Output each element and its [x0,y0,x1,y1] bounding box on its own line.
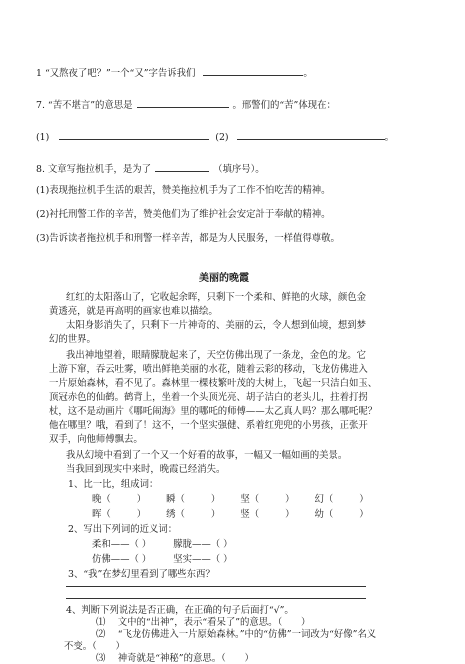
article-p3-l1: 我出神地望着，眼睛朦胧起来了，天空仿佛出现了一条龙，金色的龙。它 [66,350,367,361]
article-p1-l1: 红红的太阳落山了，它收起余晖，只剩下一个柔和、鲜艳的火球，颜色金 [66,292,367,303]
exercise-1-title: 1、比一比，组成词： [68,479,159,490]
article-p1-l2: 黄透亮，就是再高明的画家也难以描绘。 [49,306,218,317]
question-8-option-2: (2)衬托刑警工作的辛苦，赞美他们为了维护社会安定計于奉献的精神。 [36,209,331,220]
article-p3-l4: 顶冠赤色的仙鹤。鹤背上，坐着一个头顶光亮、胡子洁白的老头儿，拄着打拐 [49,392,368,403]
article-p3-l5: 杖，这不是动画片《哪吒闹海》里的哪吒的师傅——太乙真人吗？那么哪吒呢？ [49,406,378,417]
article-p4-l2: 当我回到现实中来时，晚霞已经消失。 [66,464,226,475]
synonym-rouhe[interactable]: 柔和——（ ） [92,539,152,550]
synonym-jianshi[interactable]: 坚实——（ ） [173,554,233,565]
question-7-answers: (1) (2) 。 [36,132,394,143]
question-6-text: “又熬夜了吧？”一个“又”字告诉我们 [44,68,196,79]
question-7-blank-1[interactable] [59,130,209,140]
article-p2-l1: 太阳身影消失了，只剩下一片神奇的、美丽的云，令人想到仙境，想到梦 [66,320,367,331]
synonym-menglong[interactable]: 朦胧——（ ） [173,539,233,550]
exercise-4-title: 4、判断下列说法是否正确，在正确的句子后面打“√”。 [66,605,294,616]
article-p3-l3: 一片原始森林，看不见了。森林里一棵枝繁叶茂的大树上，飞起一只洁白如玉、 [49,378,378,389]
question-8-option-1: (1)表现拖拉机手生活的艰苦，赞美拖拉机手为了工作不怕吃苦的精神。 [36,185,331,196]
exercise-1-row-1: 晚（ ） 瞬（ ） 坚（ ） 幻（ ） [92,494,369,505]
exercise-3-answer-line-1[interactable] [66,586,366,587]
exercise-4-item-3: ⑶ 神奇就是“神秘”的意思。（ ） [96,653,254,664]
question-7-line: 7. “苦不堪言”的意思是 。邢警们的“苦”体现在： [36,100,336,111]
exercise-2-row-2 [92,555,232,564]
exercise-1-row-2: 晖（ ） 绣（ ） 竖（ ） 幼（ ） [92,509,369,520]
question-6-number: 1 [36,68,42,79]
article-p3-l7: 双手，向他师傅飘去。 [49,434,143,445]
article-p2-l2: 幻的世界。 [49,334,96,345]
question-8-answer-blank[interactable] [155,162,209,172]
exercise-4-item-2b: 不变。（ ） [64,641,125,652]
exercise-3-title: 3、“我”在梦幻里看到了哪些东西？ [68,569,215,580]
synonym-fangfu[interactable]: 仿佛——（ ） [92,554,152,565]
question-6-line: 1 “又熬夜了吧？”一个“又”字告诉我们 。 [36,68,313,79]
article-p3-l2: 上游下窜，吞云吐雾，喷出鲜艳美丽的水花，随着云彩的移动，飞龙仿佛进入 [49,364,368,375]
question-7-blank-2[interactable] [237,130,385,140]
article-p4-l1: 我从幻境中看到了一个又一个好看的故事，一幅又一幅如画的美景。 [66,450,348,461]
article-title: 美丽的晚霞 [199,273,249,284]
exercise-2-row-1 [92,540,232,549]
question-8-stem: 8. 文章写拖拉机手，是为了 （填序号）。 [36,164,265,175]
exercise-4-item-1: ⑴ 文中的“出神”，表示“看呆了”的意思。（ ） [96,617,311,628]
exercise-4-item-2a: ⑵ “飞龙仿佛进入一片原始森林。”中的“仿佛”一词改为“好像”名义 [96,629,377,640]
article-p3-l6: 他在哪里？哦，看到了！这不，一个坚实强健、系着红兜兜的小男孩，正张开 [49,420,368,431]
exercise-2-title: 2、写出下列词的近义词： [68,524,178,535]
question-6-answer-blank[interactable] [203,66,303,76]
question-8-option-3: (3)告诉读者拖拉机手和刑警一样辛苦，都是为人民服务，一样值得尊敬。 [36,233,340,244]
exercise-3-answer-line-2[interactable] [66,598,366,599]
question-7-meaning-blank[interactable] [137,98,229,108]
